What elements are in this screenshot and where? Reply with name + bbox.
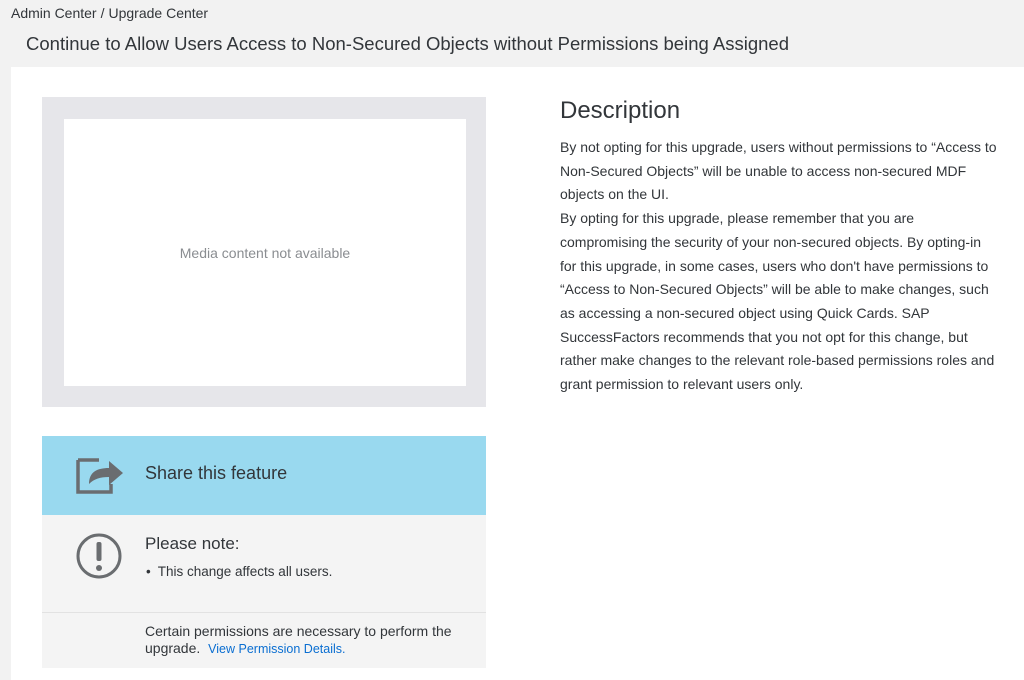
main-content [11, 67, 1024, 680]
media-placeholder-text: Media content not available [179, 244, 351, 261]
share-feature-label: Share this feature [145, 463, 288, 483]
media-frame [42, 97, 486, 407]
media-placeholder [64, 119, 466, 386]
share-icon [75, 456, 125, 496]
breadcrumb-admin-center[interactable]: Admin Center [11, 5, 97, 21]
breadcrumb [11, 5, 208, 21]
breadcrumb-upgrade-center[interactable]: Upgrade Center [108, 5, 209, 21]
share-feature-button[interactable] [42, 436, 486, 515]
breadcrumb-separator: / [100, 5, 105, 21]
note-title: Please note: [145, 534, 240, 553]
warning-icon [75, 532, 123, 580]
note-item: • This change affects all users. [146, 564, 332, 579]
permission-text: Certain permissions are necessary to perform the upgrade. [145, 623, 452, 656]
description-body [560, 136, 1000, 397]
note-divider [42, 612, 486, 613]
description-title: Description [560, 97, 681, 124]
page-title: Continue to Allow Users Access to Non-Secured Objects without Permissions being Assigned [26, 33, 789, 54]
description-paragraph: By not opting for this upgrade, users without permissions to “Access to Non-Secured Objects” will be unable to access non-secured MDF objects on the UI. [560, 139, 997, 203]
description-paragraph: By opting for this upgrade, please remember that you are compromising the security of your non-secured objects. By opting-in for this upgrade, in some cases, users who don't have permissions to “Access to Non-Secured Objects” will be able to make changes, such as accessing a non-secured object using Quick Cards. SAP SuccessFactors recommends that you not opt for this change, but rather make changes to the relevant role-based permissions roles and grant permission to relevant users only. [560, 210, 995, 393]
note-list [146, 564, 332, 579]
view-permission-details-link[interactable]: View Permission Details. [208, 642, 346, 656]
permission-notice [145, 623, 475, 658]
note-panel [42, 515, 486, 668]
